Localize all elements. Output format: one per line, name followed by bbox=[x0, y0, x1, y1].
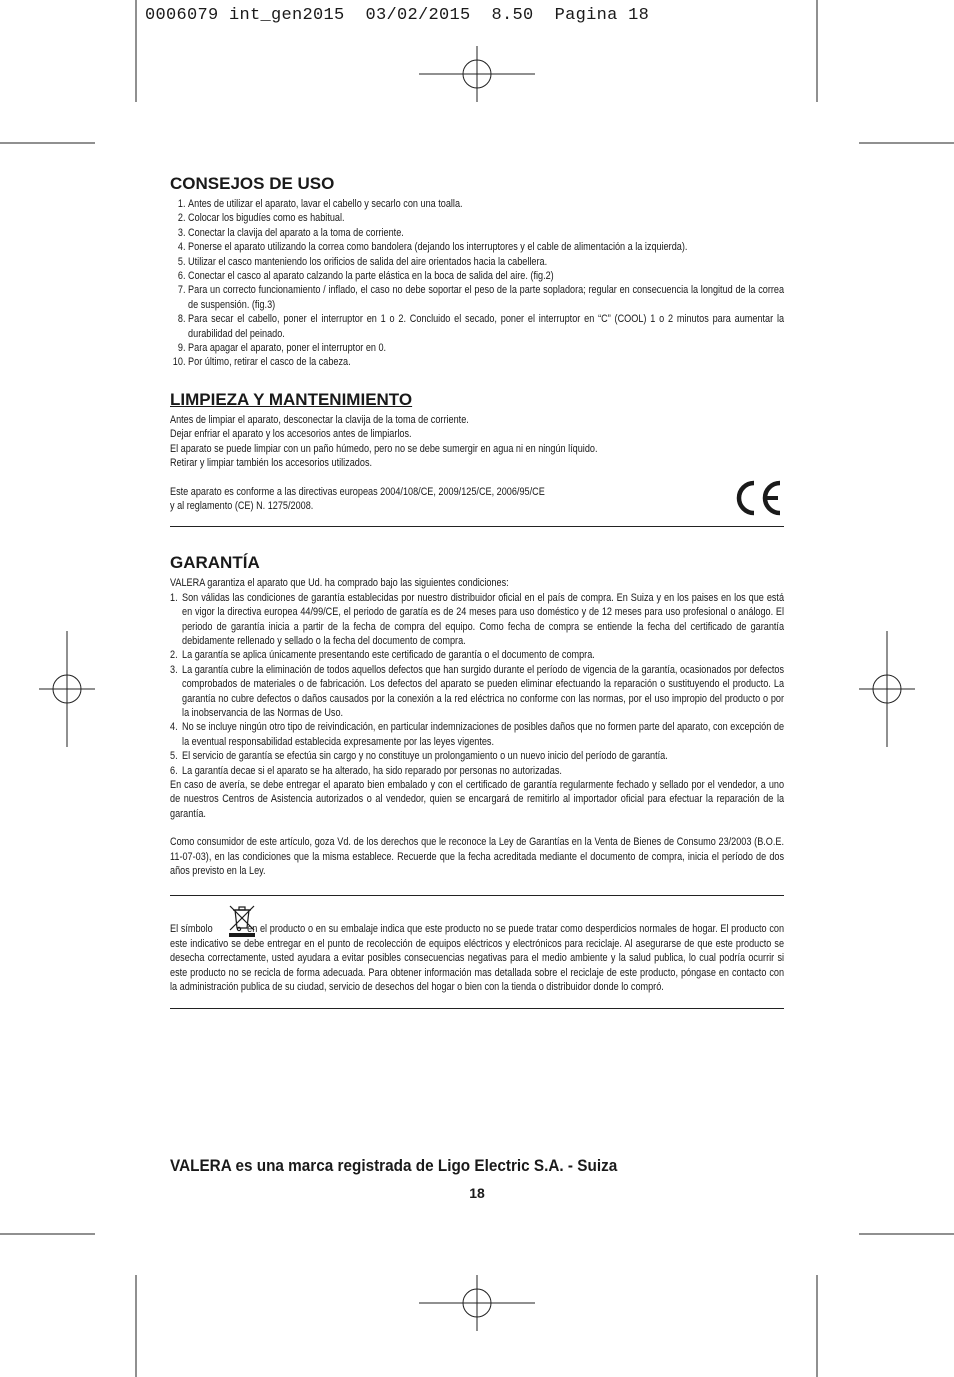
garantia-averia: En caso de avería, se debe entregar el aparato bien embalado y con el certificado de garantía regularmente fechado y sellado por el vendedor, a uno de nuestros Centros de Asistencia autorizados o al vendedor, quien se encargará de remitirlo al importador oficial para efectuar la reparación de la garantía. bbox=[170, 779, 785, 820]
section-title-consejos: CONSEJOS DE USO bbox=[170, 174, 335, 193]
ce-mark-icon bbox=[734, 479, 784, 517]
divider bbox=[170, 1008, 784, 1009]
registration-mark bbox=[419, 46, 535, 102]
list-item: 5. El servicio de garantía se efectúa sin cargo y no constituye un prolongamiento o un nuevo inicio del período de garantía. bbox=[170, 750, 668, 763]
list-item: 6. Conectar el casco al aparato calzando la parte elástica en la boca de salida del aire. (fig.2) bbox=[177, 270, 554, 283]
page-content bbox=[170, 174, 784, 1009]
registration-mark bbox=[419, 1275, 535, 1331]
directive-line: y al reglamento (CE) N. 1275/2008. bbox=[170, 499, 314, 512]
consejos-body bbox=[170, 197, 784, 370]
limpieza-line: El aparato se puede limpiar con un paño húmedo, pero no se debe sumergir en agua ni en ningún líquido. bbox=[170, 442, 598, 455]
page-number: 18 bbox=[469, 1185, 485, 1201]
list-item: 7. Para un correcto funcionamiento / inflado, el caso no debe soportar el peso de la parte sopladora; regular en consecuencia la longitud de la correa de suspensión. (fig.3) bbox=[177, 284, 785, 311]
list-item: 2. La garantía se aplica únicamente presentando este certificado de garantía o el documento de compra. bbox=[170, 649, 595, 662]
limpieza-line: Antes de limpiar el aparato, desconectar la clavija de la toma de corriente. bbox=[170, 413, 469, 426]
print-slug: 0006079 int_gen2015 03/02/2015 8.50 Pagina 18 bbox=[145, 6, 650, 25]
garantia-list bbox=[170, 591, 784, 778]
registration-mark bbox=[39, 631, 95, 747]
list-item: 4. No se incluye ningún otro tipo de reivindicación, en particular indemnizaciones de posibles daños que no formen parte del aparato, con excepción de la eventual responsabilidad establecida expresamente por las leyes vigentes. bbox=[170, 721, 785, 748]
garantia-intro: VALERA garantiza el aparato que Ud. ha comprado bajo las siguientes condiciones: bbox=[170, 577, 509, 590]
weee-body bbox=[170, 922, 784, 994]
weee-prefix: El símbolo bbox=[170, 923, 213, 936]
garantia-body bbox=[170, 576, 784, 878]
list-item: 3. La garantía cubre la eliminación de todos aquellos defectos que han surgido durante el período de vigencia de la garantía, ocasionados por defectos comprobados de materiales o de fabricación. Los defectos del aparato se pueden eliminar efectuando la reparación o sustituyendo el producto. La garantía no cubre defectos o daños causados por la conexión a la red eléctrica no conforme con las normas, por el uso impropio del producto o por la inobservancia de las Normas de Uso. bbox=[170, 663, 785, 719]
consejos-list bbox=[170, 197, 784, 370]
limpieza-line: Dejar enfriar el aparato y los accesorios antes de limpiarlos. bbox=[170, 428, 412, 441]
section-title-limpieza: LIMPIEZA Y MANTENIMIENTO bbox=[170, 389, 413, 409]
directive-line: Este aparato es conforme a las directivas europeas 2004/108/CE, 2009/125/CE, 2006/95/CE bbox=[170, 485, 545, 498]
list-item: 8. Para secar el cabello, poner el interruptor en 1 o 2. Concluido el secado, poner el interruptor en “C” (COOL) 1 o 2 minutos para aumentar la durabilidad del peinado. bbox=[177, 313, 785, 340]
list-item: 10. Por último, retirar el casco de la cabeza. bbox=[172, 356, 351, 369]
registration-mark bbox=[859, 631, 915, 747]
list-item: 4. Ponerse el aparato utilizando la correa como bandolera (dejando los interruptores y el cable de alimentación a la izquierda). bbox=[177, 241, 688, 254]
limpieza-line: Retirar y limpiar también los accesorios utilizados. bbox=[170, 457, 373, 470]
limpieza-body bbox=[170, 413, 784, 485]
list-item: 5. Utilizar el casco manteniendo los orificios de salida del aire orientados hacia la cabellera. bbox=[177, 255, 548, 268]
list-item: 6. La garantía decae si el aparato se ha alterado, ha sido reparado por personas no autorizadas. bbox=[170, 764, 562, 777]
section-title-garantia: GARANTÍA bbox=[170, 553, 260, 573]
list-item: 9. Para apagar el aparato, poner el interruptor en 0. bbox=[177, 342, 387, 355]
list-item: 2. Colocar los bigudíes como es habitual. bbox=[177, 212, 345, 225]
list-item: 1. Son válidas las condiciones de garantía establecidas por nuestro distribuidor oficial en el país de compra. En Suiza y en los paises en los que está en vigor la directiva europea 44/99/CE, el periodo de garatía es de 24 meses para uso doméstico y de 12 meses para uso profesional o análogo. El periodo de garantía inicia a partir de la fecha de compra del equipo. Como fecha de compra se entiende la fecha del certificado de garantía debidamente rellenado y sellado o la fecha del documento de compra. bbox=[170, 591, 785, 647]
brand-footer: VALERA es una marca registrada de Ligo Electric S.A. - Suiza bbox=[170, 1156, 618, 1175]
garantia-consumidor: Como consumidor de este artículo, goza Vd. de los derechos que le reconoce la Ley de Garantías en la Venta de Bienes de Consumo 23/2003 (B.O.E. 11-07-03), en las condiciones que la misma establece. Recuerde que la fecha acreditada mediante el documento de compra, inicia el período de dos años previsto en la Ley. bbox=[170, 836, 785, 878]
directive-block bbox=[170, 485, 784, 514]
weee-text: en el producto o en su embalaje indica que este producto no se puede tratar como desperdicios normales de hogar. El producto con este indicativo se debe entregar en el punto de recolección de equipos eléctricos y electrónicos para reciclaje. Al asegurarse de que este producto se desecha correctamente, usted ayudara a evitar posibles consecuencias negativas para el medio ambiente y la salud publica, lo cual podría ocurrir si este producto no se recicla de forma adecuada. Para obtener información mas detallada sobre el reciclaje de este producto, póngase en contacto con la administración publica de su ciudad, servicio de desechos del hogar o bien con la tienda o distribuidor donde lo compró. bbox=[170, 923, 785, 994]
list-item: 3. Conectar la clavija del aparato a la toma de corriente. bbox=[177, 226, 404, 239]
list-item: 1. Antes de utilizar el aparato, lavar el cabello y secarlo con una toalla. bbox=[177, 198, 463, 210]
